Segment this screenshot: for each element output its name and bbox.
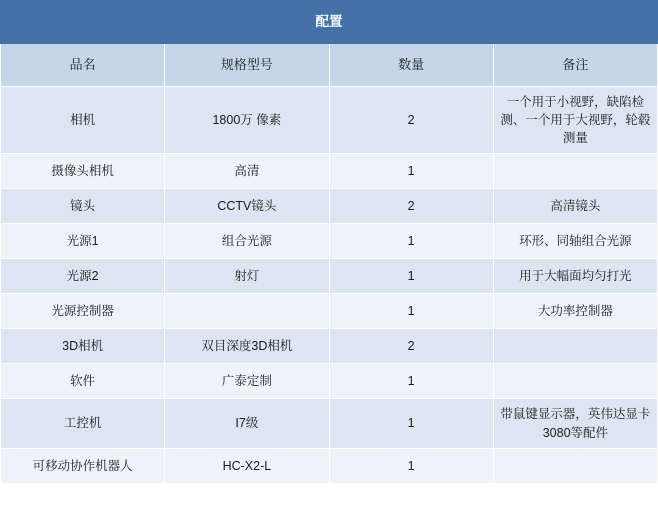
cell-spec: 广泰定制: [165, 364, 329, 399]
cell-note: 大功率控制器: [493, 294, 657, 329]
cell-note: [493, 154, 657, 189]
table-row: [1, 399, 658, 448]
cell-spec: CCTV镜头: [165, 189, 329, 224]
table-title: 配置: [1, 1, 658, 44]
table-row: [1, 448, 658, 483]
column-header-qty: 数量: [329, 44, 493, 87]
table-row: [1, 364, 658, 399]
cell-name: 可移动协作机器人: [1, 448, 165, 483]
cell-spec: I7级: [165, 399, 329, 448]
table-header-row: [1, 44, 658, 87]
cell-qty: 1: [329, 364, 493, 399]
column-header-name: 品名: [1, 44, 165, 87]
cell-name: 3D相机: [1, 329, 165, 364]
cell-qty: 1: [329, 224, 493, 259]
table-row: [1, 259, 658, 294]
cell-qty: 1: [329, 294, 493, 329]
cell-spec: 1800万 像素: [165, 87, 329, 154]
cell-spec: 射灯: [165, 259, 329, 294]
cell-name: 光源2: [1, 259, 165, 294]
table-row: [1, 329, 658, 364]
cell-qty: 1: [329, 154, 493, 189]
table-row: [1, 294, 658, 329]
cell-note: [493, 329, 657, 364]
cell-note: 一个用于小视野，缺陷检测、一个用于大视野，轮毂测量: [493, 87, 657, 154]
cell-spec: HC-X2-L: [165, 448, 329, 483]
table-row: [1, 154, 658, 189]
cell-spec: 高清: [165, 154, 329, 189]
cell-qty: 2: [329, 189, 493, 224]
cell-spec: 组合光源: [165, 224, 329, 259]
table-row: [1, 87, 658, 154]
table-title-row: [1, 1, 658, 44]
cell-name: 镜头: [1, 189, 165, 224]
cell-spec: [165, 294, 329, 329]
cell-qty: 1: [329, 448, 493, 483]
cell-qty: 2: [329, 87, 493, 154]
cell-name: 光源1: [1, 224, 165, 259]
table-row: [1, 189, 658, 224]
column-header-note: 备注: [493, 44, 657, 87]
column-header-spec: 规格型号: [165, 44, 329, 87]
cell-name: 相机: [1, 87, 165, 154]
cell-note: 高清镜头: [493, 189, 657, 224]
cell-qty: 1: [329, 399, 493, 448]
cell-note: 带鼠键显示器，英伟达显卡3080等配件: [493, 399, 657, 448]
cell-name: 摄像头相机: [1, 154, 165, 189]
cell-spec: 双目深度3D相机: [165, 329, 329, 364]
cell-name: 工控机: [1, 399, 165, 448]
cell-note: 环形、同轴组合光源: [493, 224, 657, 259]
cell-qty: 2: [329, 329, 493, 364]
cell-note: [493, 448, 657, 483]
cell-name: 光源控制器: [1, 294, 165, 329]
cell-qty: 1: [329, 259, 493, 294]
table-row: [1, 224, 658, 259]
cell-note: [493, 364, 657, 399]
table-body: [1, 1, 658, 484]
cell-note: 用于大幅面均匀打光: [493, 259, 657, 294]
cell-name: 软件: [1, 364, 165, 399]
